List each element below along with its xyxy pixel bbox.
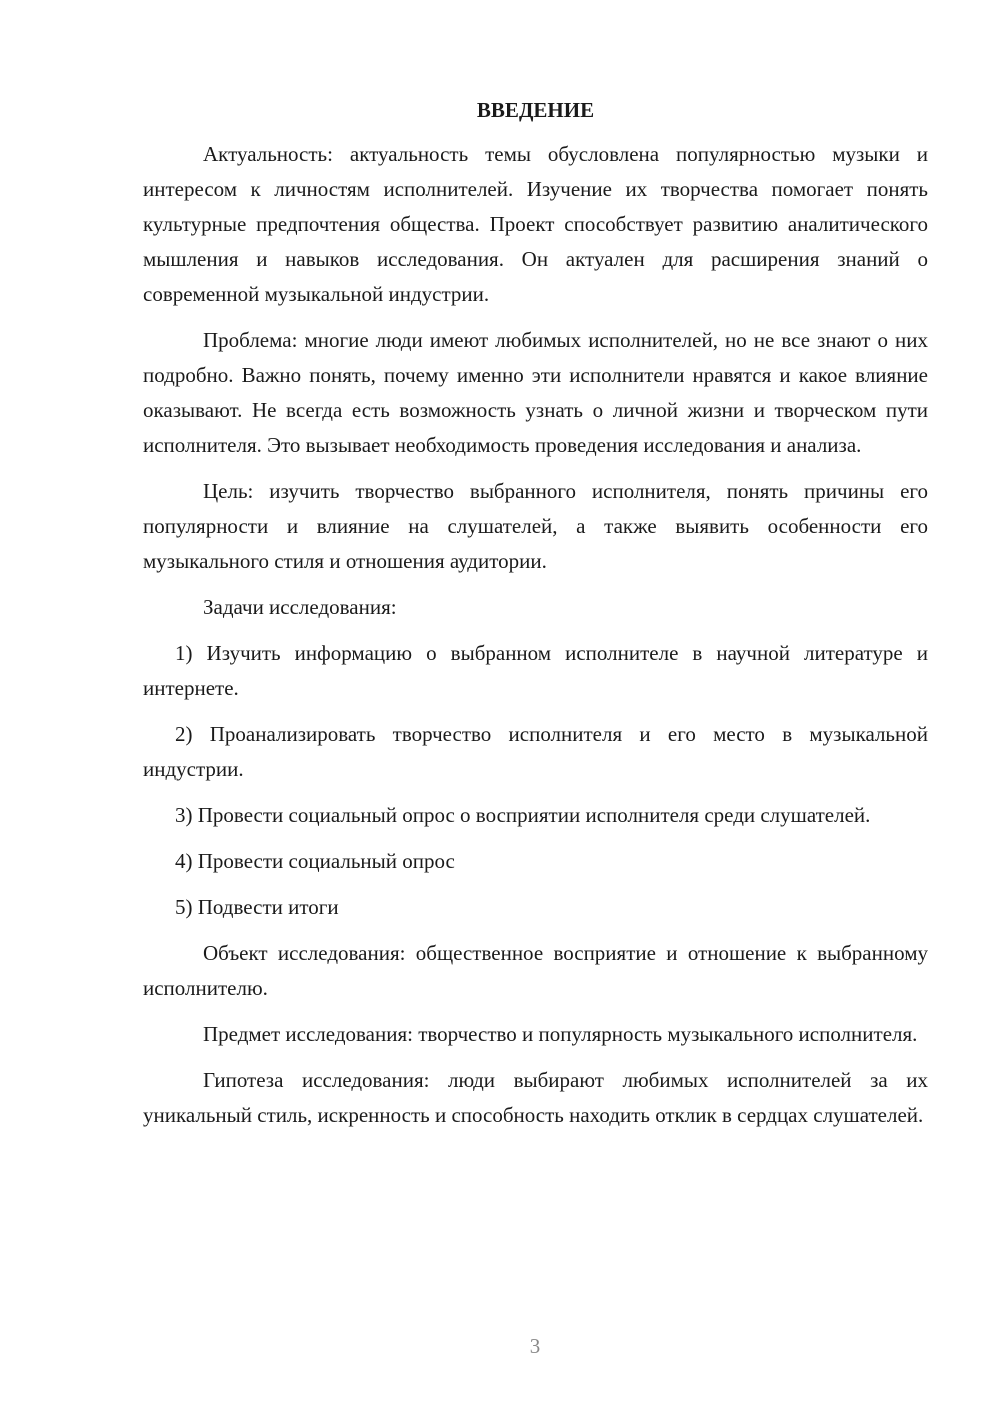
paragraph-object: Объект исследования: общественное восприятие и отношение к выбранному исполнителю. [143,941,928,1000]
paragraph-problem: Проблема: многие люди имеют любимых исполнителей, но не все знают о них подробно. Важно понять, почему именно эти исполнители нравятся и какое влияние оказывают. Не всегда есть возможность узнать о личной жизни и творческом пути исполнителя. Это вызывает необходимость проведения исследования и анализа. [143,328,928,457]
paragraph-hypothesis: Гипотеза исследования: люди выбирают любимых исполнителей за их уникальный стиль, искренность и способность находить отклик в сердцах слушателей. [143,1068,928,1127]
task-item: 3) Провести социальный опрос о восприятии исполнителя среди слушателей. [175,803,871,827]
paragraph-relevance: Актуальность: актуальность темы обусловлена популярностью музыки и интересом к личностям исполнителей. Изучение их творчества помогает понять культурные предпочтения общества. Проект способствует развитию аналитического мышления и навыков исследования. Он актуален для расширения знаний о современной музыкальной индустрии. [143,142,928,306]
paragraph-goal: Цель: изучить творчество выбранного исполнителя, понять причины его популярности и влияние на слушателей, а также выявить особенности его музыкального стиля и отношения аудитории. [143,479,928,573]
task-item: 1) Изучить информацию о выбранном исполнителе в научной литературе и интернете. [143,641,928,700]
page-title: ВВЕДЕНИЕ [476,98,595,122]
task-item: 5) Подвести итоги [175,895,339,919]
document-page [143,95,928,1144]
paragraph-subject: Предмет исследования: творчество и популярность музыкального исполнителя. [203,1022,918,1046]
task-item: 4) Провести социальный опрос [175,849,455,873]
page-number: 3 [529,1334,541,1358]
task-item: 2) Проанализировать творчество исполнителя и его место в музыкальной индустрии. [143,722,928,781]
tasks-list [143,636,928,925]
tasks-heading: Задачи исследования: [203,595,397,619]
